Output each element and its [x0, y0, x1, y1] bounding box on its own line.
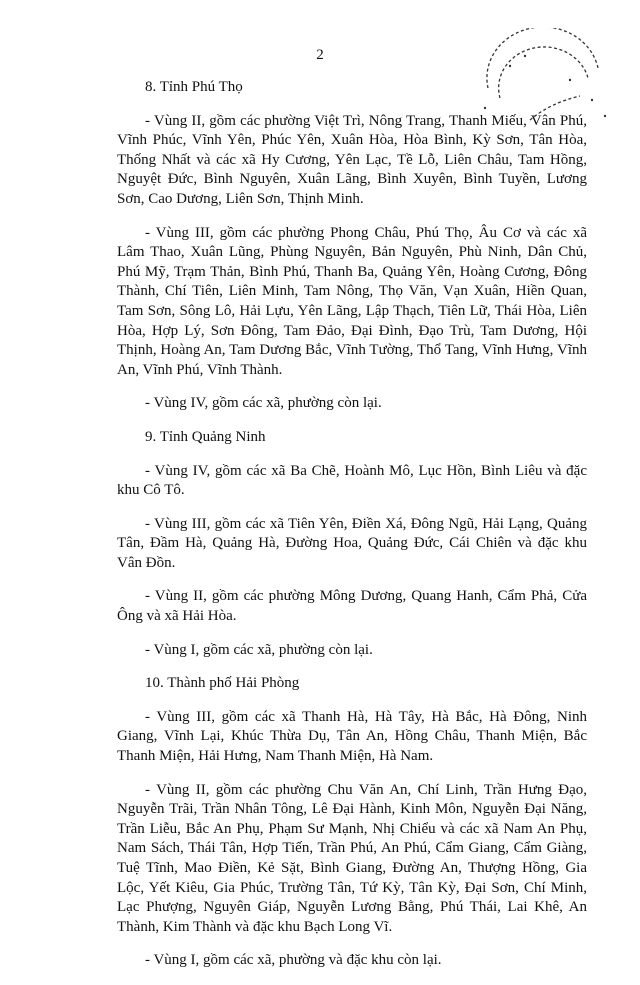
section-heading: 8. Tỉnh Phú Thọ: [145, 79, 243, 95]
region-paragraph: - Vùng II, gồm các phường Việt Trì, Nông Trang, Thanh Miếu, Vân Phú, Vĩnh Phúc, Vĩnh Yên, Phúc Yên, Xuân Hòa, Hòa Bình, Kỳ Sơn, Tân Hòa, Thống Nhất và các xã Hy Cương, Yên Lạc, Tề Lỗ, Liên Châu, Tam Hồng, Nguyệt Đức, Bình Nguyên, Xuân Lãng, Bình Xuyên, Bình Tuyền, Lương Sơn, Cao Dương, Liên Sơn, Thịnh Minh.: [117, 112, 587, 207]
region-paragraph: - Vùng II, gồm các phường Chu Văn An, Chí Linh, Trần Hưng Đạo, Nguyễn Trãi, Trần Nhân Tông, Lê Đại Hành, Kinh Môn, Nguyễn Đại Năng, Trần Liễu, Bắc An Phụ, Phạm Sư Mạnh, Nhị Chiểu và các xã Nam An Phụ, Nam Sách, Thái Tân, Hợp Tiến, Trần Phú, An Phú, Cẩm Giang, Cẩm Giàng, Tuệ Tĩnh, Mao Điền, Kẻ Sặt, Bình Giang, Đường An, Thượng Hồng, Gia Lộc, Yết Kiêu, Gia Phúc, Trường Tân, Tứ Kỳ, Tân Kỳ, Đại Sơn, Chí Minh, Lạc Phượng, Nguyên Giáp, Nguyễn Lương Bằng, Phú Thái, Lai Khê, An Thành, Kim Thành và đặc khu Bạch Long Vĩ.: [117, 781, 587, 935]
section-heading: 9. Tỉnh Quảng Ninh: [145, 428, 266, 445]
region-paragraph: - Vùng III, gồm các xã Thanh Hà, Hà Tây, Hà Bắc, Hà Đông, Ninh Giang, Vĩnh Lại, Khúc Thừa Dụ, Tân An, Hồng Châu, Thanh Miện, Bắc Thanh Miện, Hải Hưng, Nam Thanh Miện, Hà Nam.: [117, 708, 587, 765]
region-paragraph: - Vùng II, gồm các phường Mông Dương, Quang Hanh, Cẩm Phả, Cửa Ông và xã Hải Hòa.: [117, 588, 587, 625]
section-phu-tho: [117, 78, 587, 414]
document-body: [117, 78, 587, 985]
region-paragraph: - Vùng IV, gồm các xã, phường còn lại.: [145, 395, 382, 412]
section-quang-ninh: [117, 428, 587, 660]
page-number: 2: [316, 47, 324, 63]
region-paragraph: - Vùng III, gồm các phường Phong Châu, Phú Thọ, Âu Cơ và các xã Lâm Thao, Xuân Lũng, Phùng Nguyên, Bản Nguyên, Phù Ninh, Dân Chủ, Phú Mỹ, Trạm Thản, Bình Phú, Thanh Ba, Quảng Yên, Hoàng Cương, Đông Thành, Chí Tiên, Liên Minh, Tam Nông, Thọ Văn, Vạn Xuân, Hiền Quan, Tam Sơn, Sông Lô, Hải Lựu, Yên Lãng, Lập Thạch, Tiên Lữ, Thái Hòa, Liên Hòa, Hợp Lý, Sơn Đông, Tam Đảo, Đại Đình, Đạo Trù, Tam Dương, Hội Thịnh, Hoàng An, Tam Dương Bắc, Vĩnh Tường, Thổ Tang, Vĩnh Hưng, Vĩnh An, Vĩnh Phú, Vĩnh Thành.: [117, 224, 587, 378]
section-hai-phong: [117, 674, 587, 971]
region-paragraph: - Vùng III, gồm các xã Tiên Yên, Điền Xá, Đông Ngũ, Hải Lạng, Quảng Tân, Đầm Hà, Quảng Hà, Đường Hoa, Quảng Đức, Cái Chiên và đặc khu Vân Đồn.: [117, 515, 587, 571]
region-paragraph: - Vùng I, gồm các xã, phường và đặc khu còn lại.: [145, 952, 442, 969]
section-heading: 10. Thành phố Hải Phòng: [145, 675, 300, 692]
region-paragraph: - Vùng I, gồm các xã, phường còn lại.: [145, 641, 373, 658]
region-paragraph: - Vùng IV, gồm các xã Ba Chẽ, Hoành Mô, Lục Hồn, Bình Liêu và đặc khu Cô Tô.: [117, 462, 587, 499]
